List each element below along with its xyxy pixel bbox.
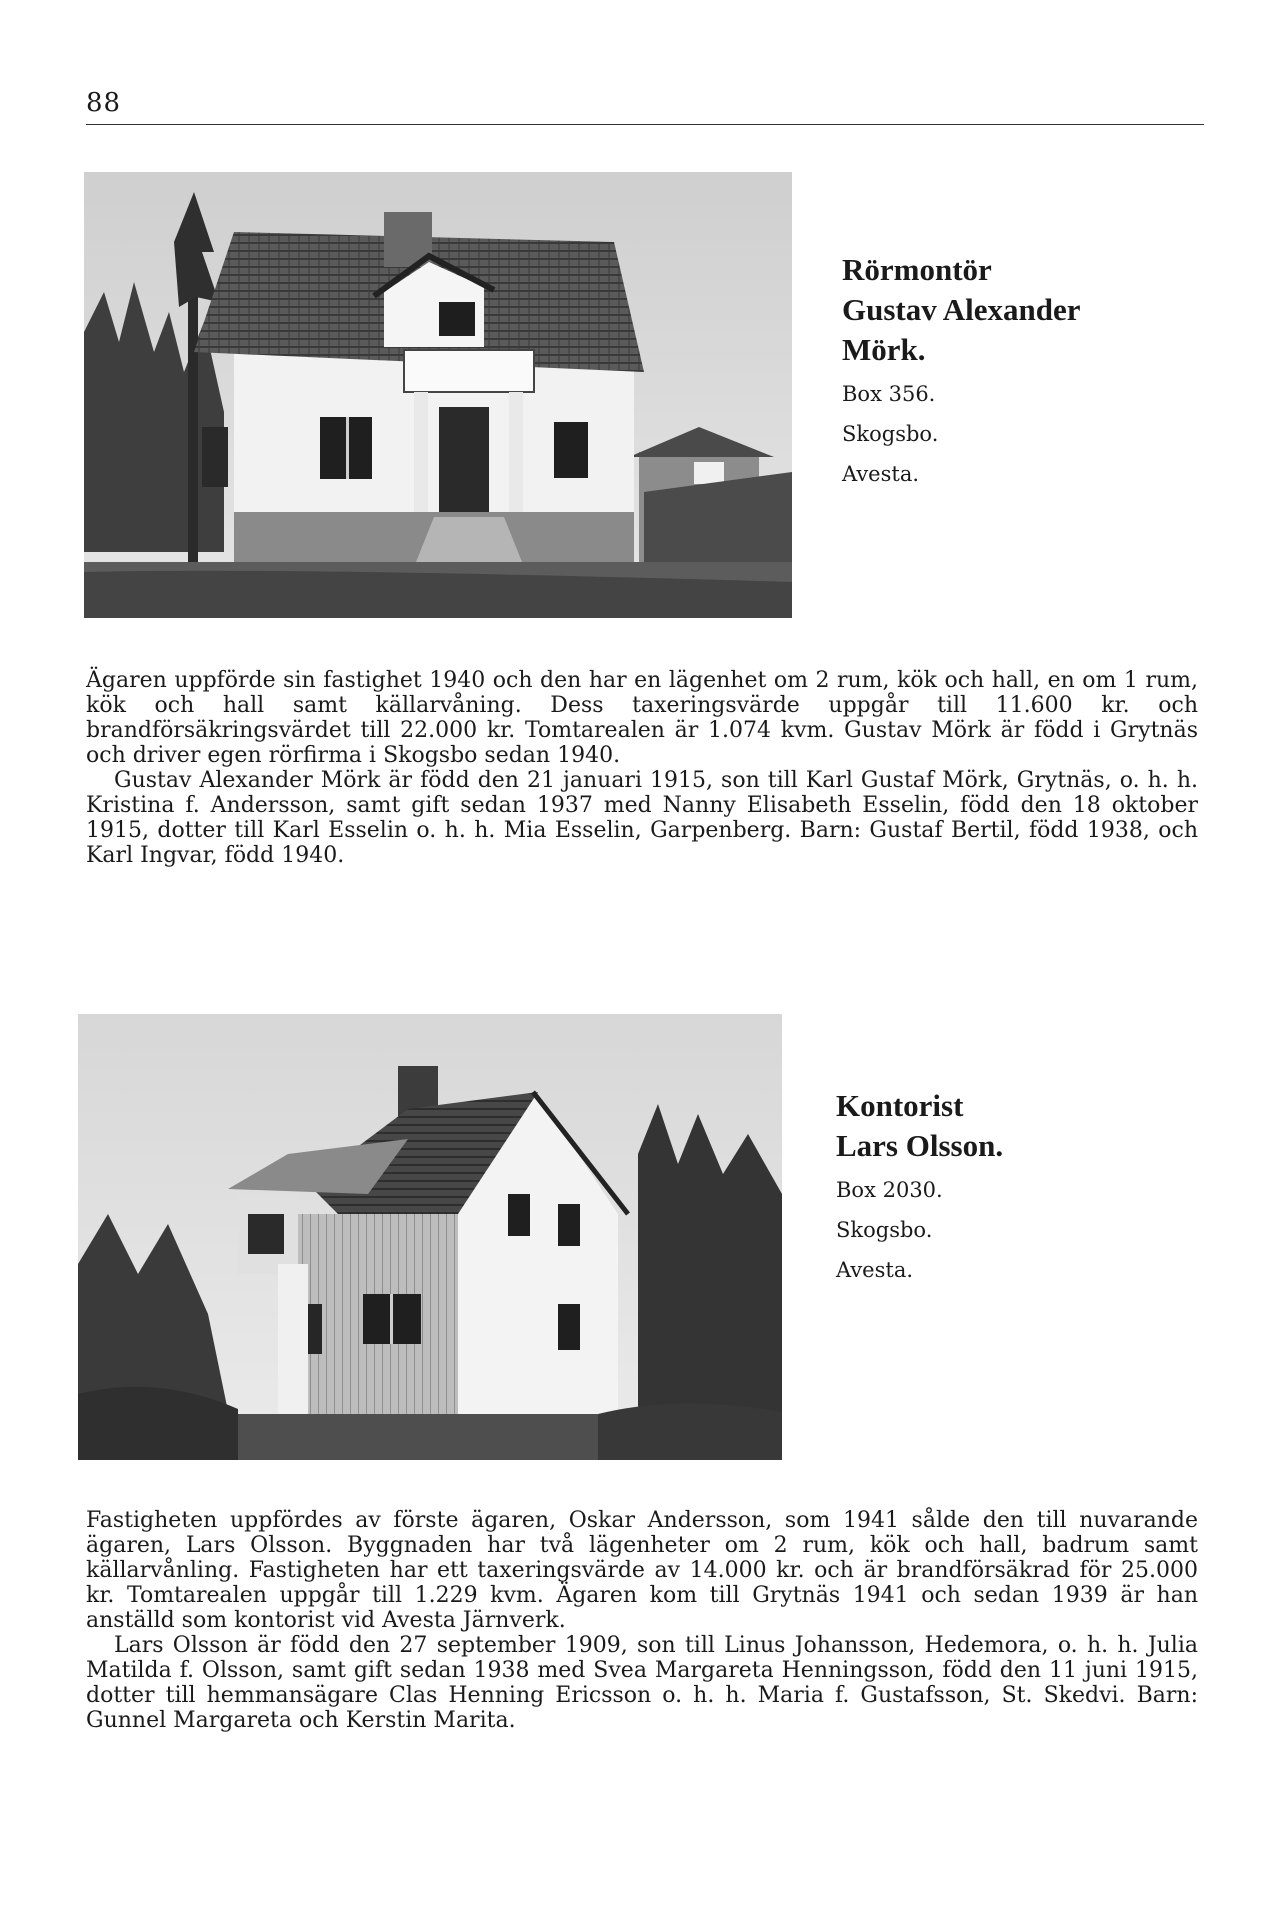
address-line: Box 2030. [836,1178,943,1202]
paragraph: Fastigheten uppfördes av förste ägaren, Oskar Andersson, som 1941 sålde den till nuvarande ägaren, Lars Olsson. Byggnaden har två lägenheter om 2 rum, kök och hall, badrum samt källarvånling. Fastigheten har ett taxeringsvärde av 14.000 kr. och är brandförsäkrad för 25.000 kr. Tomtarealen uppgår till 1.229 kvm. Ägaren kom till Grytnäs 1941 och sedan 1939 är han anställd som kontorist vid Avesta Järnverk. [86,1508,1198,1633]
header-rule [86,124,1204,125]
page-number: 88 [86,88,122,118]
address-line: Box 356. [842,382,936,406]
entry-1-text [86,668,1198,868]
caption-1 [842,250,1081,494]
person-name-line: Mörk. [842,332,926,367]
occupation-title: Kontorist [836,1088,964,1123]
address-line: Skogsbo. [836,1218,933,1242]
paragraph: Lars Olsson är född den 27 september 1909, son till Linus Johansson, Hedemora, o. h. h. Julia Matilda f. Olsson, samt gift sedan 1938 med Svea Margareta Henningsson, född den 11 juni 1915, dotter till hemmansägare Clas Henning Ericsson o. h. h. Maria f. Gustafsson, St. Skedvi. Barn: Gunnel Margareta och Kerstin Marita. [86,1633,1198,1733]
caption-2 [836,1086,1003,1290]
paragraph: Ägaren uppförde sin fastighet 1940 och den har en lägenhet om 2 rum, kök och hall, en om 1 rum, kök och hall samt källarvåning. Dess taxeringsvärde uppgår till 11.600 kr. och brandförsäkringsvärdet till 22.000 kr. Tomtarealen är 1.074 kvm. Gustav Mörk är född i Grytnäs och driver egen rörfirma i Skogsbo sedan 1940. [86,668,1198,768]
house-photo-1 [84,172,792,618]
address-line: Avesta. [836,1258,914,1282]
address-line: Skogsbo. [842,422,939,446]
house-photo-2 [78,1014,782,1460]
person-name-line: Gustav Alexander [842,292,1081,327]
address-line: Avesta. [842,462,920,486]
person-name-line: Lars Olsson. [836,1128,1004,1163]
occupation-title: Rörmontör [842,252,992,287]
entry-2-text [86,1508,1198,1733]
paragraph: Gustav Alexander Mörk är född den 21 januari 1915, son till Karl Gustaf Mörk, Grytnäs, o. h. h. Kristina f. Andersson, samt gift sedan 1937 med Nanny Elisabeth Esselin, född den 18 oktober 1915, dotter till Karl Esselin o. h. h. Mia Esselin, Garpenberg. Barn: Gustaf Bertil, född 1938, och Karl Ingvar, född 1940. [86,768,1198,868]
